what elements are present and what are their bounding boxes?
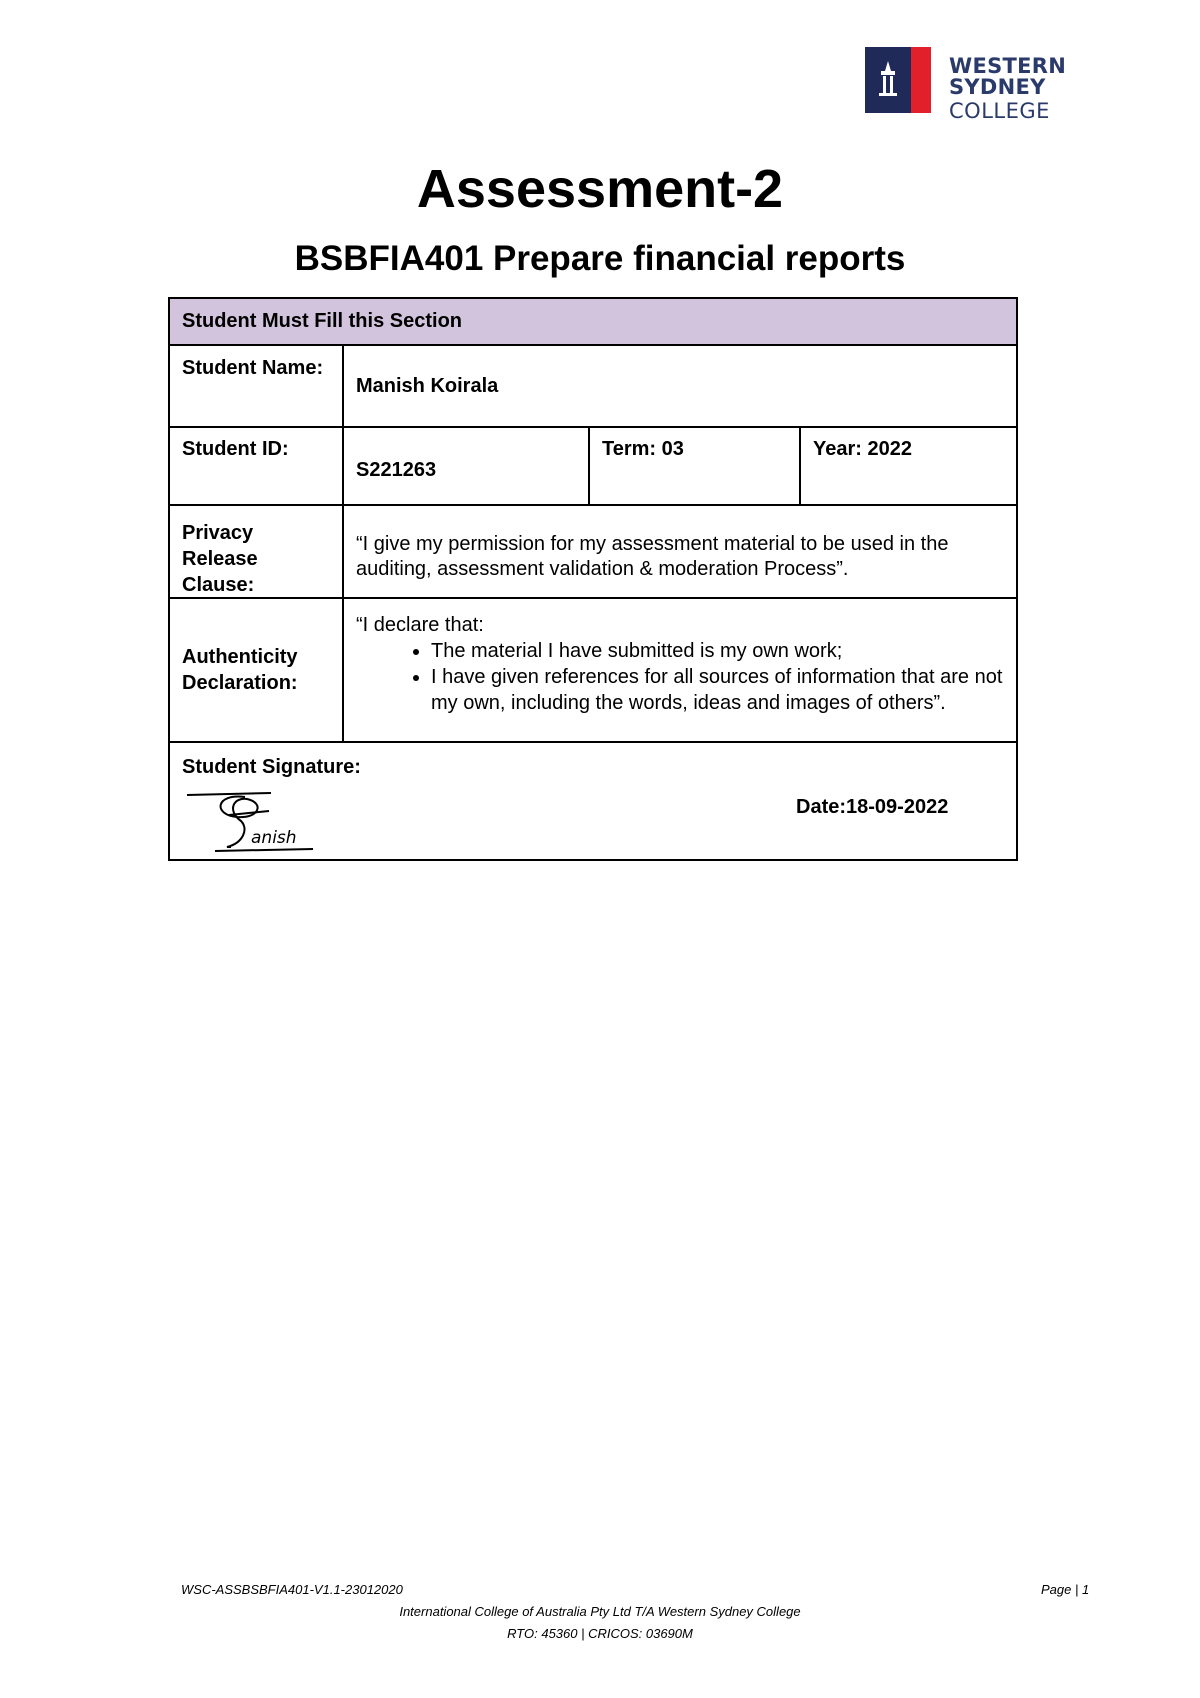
authenticity-label: Authenticity Declaration: — [170, 599, 344, 741]
declaration-intro: “I declare that: — [356, 614, 484, 636]
year-field: Year: 2022 — [813, 438, 912, 460]
declaration-item: • The material I have submitted is my own work; — [431, 638, 1004, 664]
privacy-row — [170, 504, 1016, 597]
student-id-value: S221263 — [344, 428, 590, 504]
student-id-label: Student ID: — [170, 428, 344, 504]
page-number: Page | 1 — [1041, 1582, 1090, 1597]
signature-text: anish — [251, 828, 297, 848]
student-name-label-text: Student Name: — [182, 357, 324, 379]
logo-line-2: COLLEGE — [949, 99, 1050, 123]
declaration-item: • I have given references for all sources of information that are not my own, including the words, ideas and images of others”. — [431, 664, 1004, 716]
student-id-row — [170, 426, 1016, 504]
student-name-value: Manish Koirala — [356, 374, 499, 397]
date-field: Date:18-09-2022 — [796, 796, 949, 818]
student-signature — [185, 789, 325, 855]
signature-label: Student Signature: — [182, 756, 361, 778]
authenticity-row — [170, 597, 1016, 741]
signature-row — [170, 741, 1016, 859]
student-declaration-form — [168, 297, 1018, 861]
declaration-text — [344, 599, 1016, 741]
footer-rto: RTO: 45360 | CRICOS: 03690M — [507, 1626, 693, 1641]
privacy-text: “I give my permission for my assessment material to be used in the auditing, assessment validation & moderation Process”. — [356, 533, 949, 580]
section-header: Student Must Fill this Section — [170, 299, 1016, 344]
document-code: WSC-ASSBSBFIA401-V1.1-23012020 — [181, 1582, 403, 1597]
declaration-list — [356, 638, 1004, 716]
college-crest-icon — [865, 47, 931, 113]
footer-company: International College of Australia Pty Ltd T/A Western Sydney College — [399, 1604, 801, 1619]
privacy-label: Privacy Release Clause: — [170, 506, 344, 597]
term-field: Term: 03 — [590, 428, 801, 504]
logo-line-1: WESTERN SYDNEY — [949, 54, 1067, 99]
page-subtitle: BSBFIA401 Prepare financial reports — [294, 239, 906, 278]
page-title: Assessment-2 — [416, 159, 784, 219]
college-logo — [865, 47, 1165, 123]
logo-text — [949, 56, 1165, 122]
student-name-row — [170, 344, 1016, 426]
student-name-label — [170, 346, 344, 426]
